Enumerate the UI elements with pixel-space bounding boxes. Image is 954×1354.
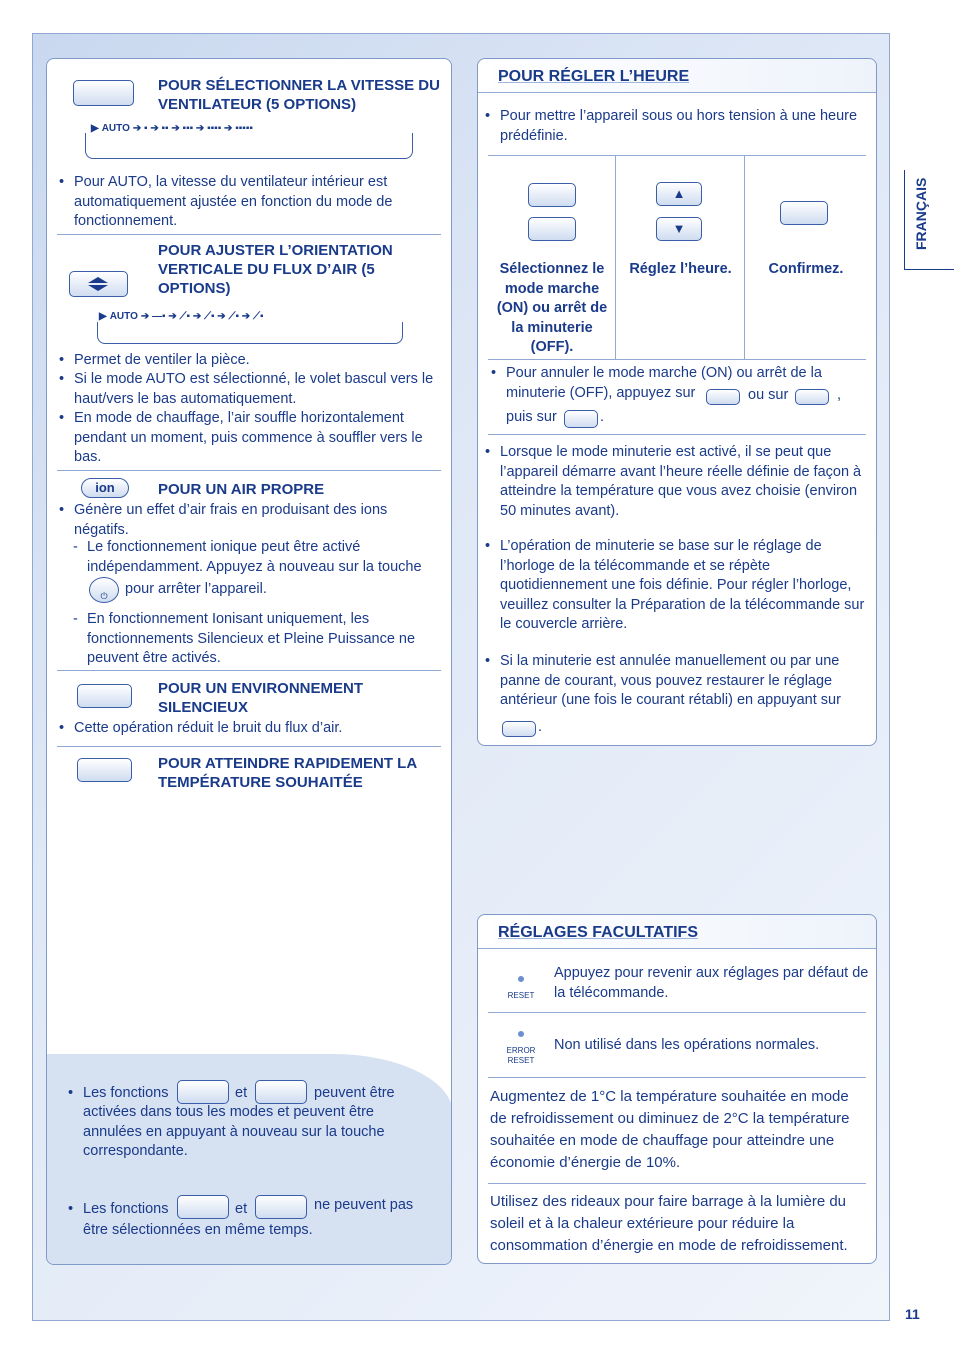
quiet-heading: POUR UN ENVIRONNEMENT SILENCIEUX [158,680,364,716]
error-label: ERROR [506,1046,536,1055]
divider [57,746,441,747]
ion-dash-1-end: pour arrêter l’appareil. [125,581,267,597]
airflow-sequence-frame [97,322,403,344]
airflow-button-icon [69,271,128,297]
timer-cancel-period: . [600,409,605,425]
powerful-button-icon [77,758,132,782]
page-number: 11 [905,1306,920,1322]
down-arrow-icon: ▼ [656,217,702,241]
quiet-button-icon [77,684,132,708]
timer-note-2: • L’opération de minuterie se base sur le réglage de l’horloge de la télécommande et se répète quotidiennement une fois définie. Pour régler l’horloge, veuillez consulter la Préparation de la télécommande sur le couvercle arrière. [500,537,870,635]
timer-step-2 [616,156,745,360]
airflow-auto-label: AUTO [109,311,138,322]
timer-panel [477,58,877,746]
note-1-and: et [235,1085,248,1101]
timer-cancel-text: • Pour annuler le mode marche (ON) ou arrêt de la minuterie (OFF), appuyez sur [506,364,856,403]
timer-note-3: • Si la minuterie est annulée manuellement ou par une panne de courant, vous pouvez restaurer le réglage antérieur (une fois le courant rétabli) en appuyant sur [500,652,870,711]
divider [488,1077,866,1078]
timer-off-button-icon [528,217,576,241]
ion-dash-1: - Le fonctionnement ionique peut être activé indépendamment. Appuyez à nouveau sur la touche [87,538,437,577]
divider [488,359,866,360]
timer-note-1: • Lorsque le mode minuterie est activé, il se peut que l’appareil démarre avant l’heure réelle définie de façon à atteindre la température que vous avez choisie (environ 50 minutes avant). [500,443,870,521]
fan-speed-sequence-frame [85,133,413,159]
ion-heading: POUR UN AIR PROPRE [158,481,325,498]
set-button-icon [780,201,828,225]
quiet-button-icon [177,1195,229,1219]
divider [488,1183,866,1184]
up-arrow-icon: ▲ [656,182,702,206]
timer-cancel-then: puis sur [506,409,557,425]
timer-step-3 [745,156,867,360]
quiet-bullet-1: • Cette opération réduit le bruit du flux d’air. [74,719,434,739]
ion-button-icon: ion [81,478,129,498]
powerful-button-icon [255,1195,307,1219]
timer-on-button-icon [706,389,740,405]
timer-step-3-text: Confirmez. [768,261,844,277]
airflow-bullet-3: • En mode de chauffage, l’air souffle horizontalement pendant un moment, puis commence à souffler vers le bas. [74,409,434,468]
timer-intro: • Pour mettre l’appareil sous ou hors tension à une heure prédéfinie. [500,107,870,146]
optional-title-bar [478,915,876,949]
fan-speed-heading: POUR SÉLECTIONNER LA VITESSE DU VENTILATEUR (5 OPTIONS) [158,77,440,113]
note-2-mid: ne peuvent pas [314,1197,414,1213]
note-1-start: • Les fonctions [83,1084,168,1104]
timer-cancel-or: ou sur [748,387,789,403]
optional-title: RÉGLAGES FACULTATIFS [498,924,698,941]
note-1-mid: peuvent être [314,1085,395,1101]
note-2-and: et [235,1201,248,1217]
timer-step-1 [488,156,616,360]
fan-speed-sequence: ▶ AUTO ➔ ▪ ➔ ▪▪ ➔ ▪▪▪ ➔ ▪▪▪▪ ➔ ▪▪▪▪▪ [91,123,253,134]
reset-text: Appuyez pour revenir aux réglages par défaut de la télécommande. [554,965,869,1001]
note-2-end: être sélectionnées en même temps. [83,1222,313,1238]
timer-step-2-text: Réglez l’heure. [629,261,732,277]
quiet-button-icon [177,1080,229,1104]
fan-auto-label: AUTO [101,123,130,134]
timer-title: POUR RÉGLER L’HEURE [498,68,690,85]
fan-speed-button-icon [73,80,134,106]
timer-title-bar [478,59,876,93]
error-text: Non utilisé dans les opérations normales. [554,1037,820,1053]
error-reset-button-icon [504,1024,538,1066]
airflow-sequence: ▶ AUTO ➔ —▪ ➔ ⟋▪ ➔ ⟋▪ ➔ ⟋▪ ➔ ⟋▪ [99,311,264,322]
error-reset-label: RESET [507,1056,535,1065]
powerful-heading: POUR ATTEINDRE RAPIDEMENT LA TEMPÉRATURE SOUHAITÉE [158,755,417,791]
powerful-button-icon [255,1080,307,1104]
divider [57,670,441,671]
language-label: FRANÇAIS [913,177,929,250]
airflow-bullet-2: • Si le mode AUTO est sélectionné, le volet bascul vers le haut/vers le bas automatiquement. [74,370,434,409]
timer-cancel-comma: , [837,387,842,403]
power-button-icon: ⏻ [89,577,119,603]
left-panel [46,58,452,1265]
timer-off-button-icon [795,389,829,405]
timer-note-3-end: . [538,719,543,735]
divider [488,434,866,435]
optional-panel [477,914,877,1264]
language-tab [904,170,954,270]
energy-tip-1: Augmentez de 1°C la température souhaitée en mode de refroidissement ou diminuez de 2°C la température souhaitée en mode de chauffage pour atteindre une économie d’énergie de 10%. [490,1088,850,1171]
timer-on-button-icon [528,183,576,207]
divider [57,234,441,235]
cancel-button-icon [564,410,598,428]
timer-step-1-text: Sélectionnez le mode marche (ON) ou arrêt de la minuterie (OFF). [496,261,608,355]
divider [57,470,441,471]
set-button-icon [502,721,536,737]
reset-label: RESET [507,991,535,1000]
reset-button-icon [506,969,536,1000]
fan-bullet-1: • Pour AUTO, la vitesse du ventilateur intérieur est automatiquement ajustée en fonction du mode de fonctionnement. [74,173,414,232]
note-1-end: activées dans tous les modes et peuvent être annulées en appuyant à nouveau sur la touche correspondante. [83,1104,385,1159]
note-2-start: • Les fonctions [83,1200,168,1220]
ion-bullet-1: • Génère un effet d’air frais en produisant des ions négatifs. [74,501,434,540]
airflow-bullet-1: • Permet de ventiler la pièce. [74,351,434,371]
divider [488,1012,866,1013]
energy-tip-2: Utilisez des rideaux pour faire barrage à la lumière du soleil et à la chaleur extérieure pour réduire la consommation d’énergie en mode de refroidissement. [490,1193,848,1254]
ion-dash-2: - En fonctionnement Ionisant uniquement, les fonctionnements Silencieux et Pleine Puissance ne peuvent être activés. [87,610,417,669]
airflow-heading: POUR AJUSTER L’ORIENTATION VERTICALE DU FLUX D’AIR (5 OPTIONS) [158,242,393,297]
